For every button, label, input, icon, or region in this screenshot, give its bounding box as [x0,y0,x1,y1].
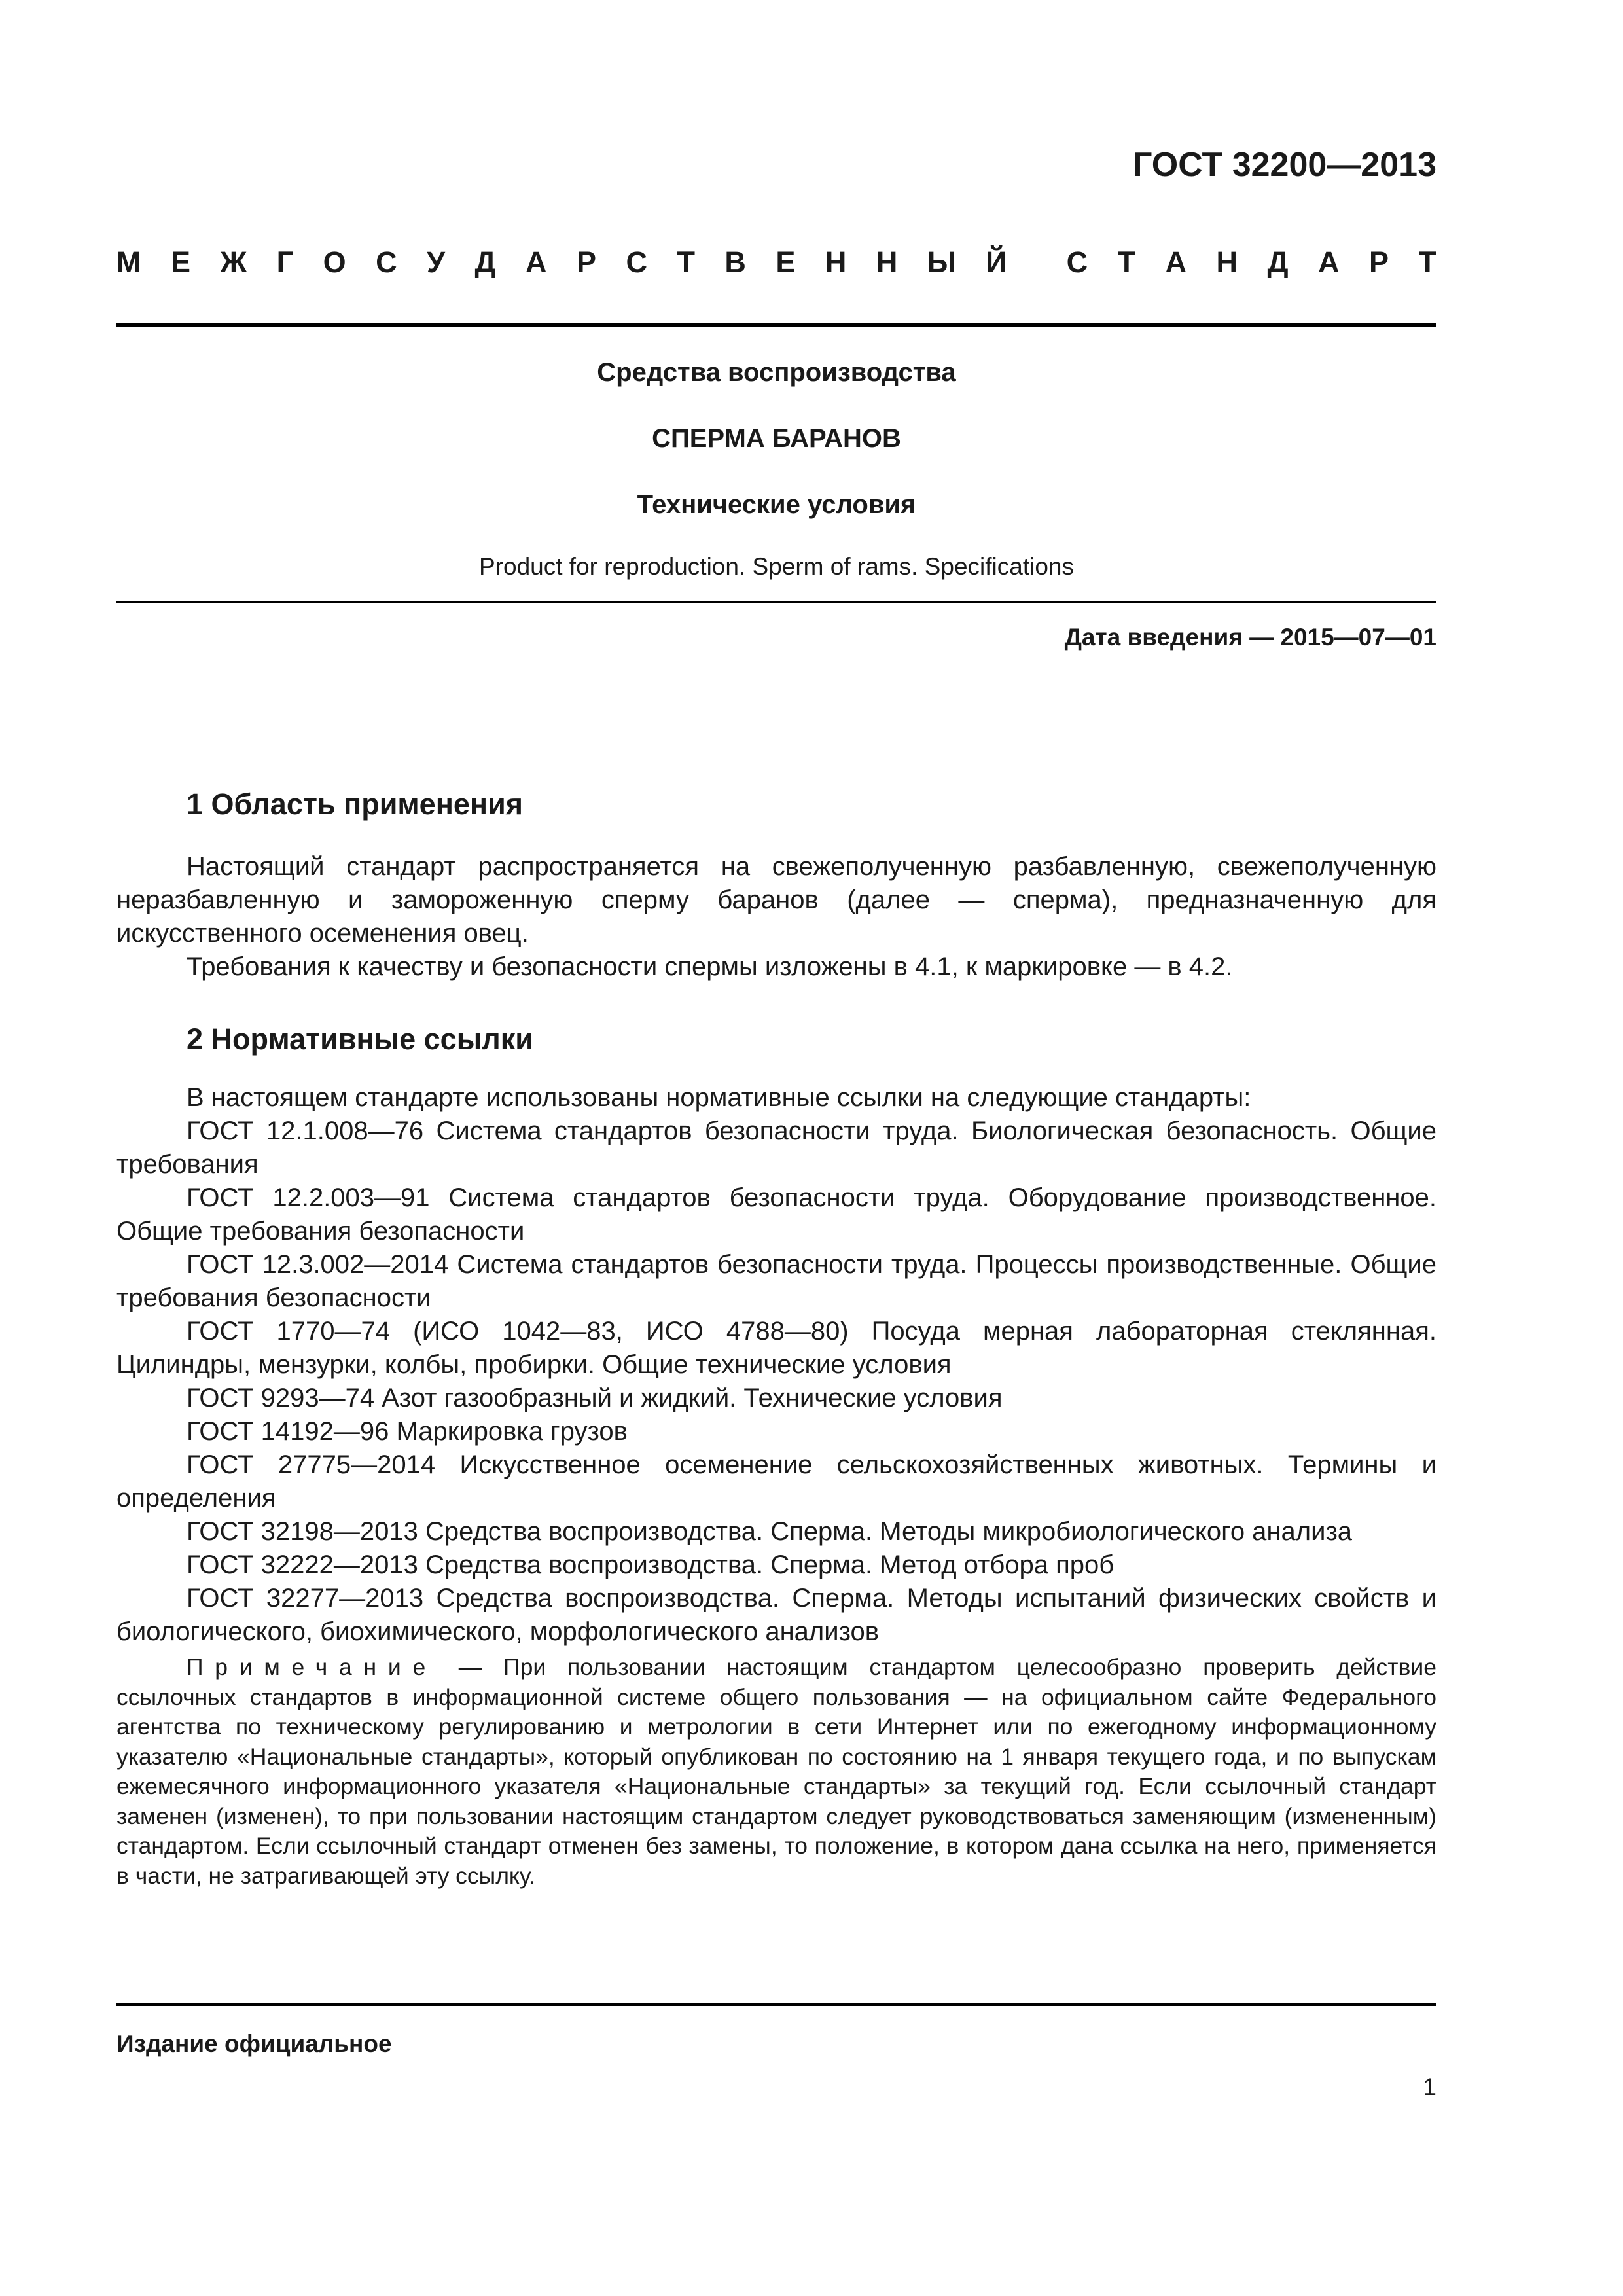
category-letter: Е [170,245,190,279]
category-letter: А [526,245,547,279]
edition-label: Издание официальное [116,2030,392,2057]
reference-item: ГОСТ 32198—2013 Средства воспроизводства. Сперма. Методы микробиологического анализа [187,1517,1353,1546]
note-text: — При пользовании настоящим стандартом целесообразно проверить действие ссылочных стандартов в информационной системе общего пользования — на официальном сайте Федерального агентства по техническому регулированию и метрологии в сети Интернет или по ежегодному информационному указателю «Национальные стандарты», который опубликован по состоянию на 1 января текущего года, и по выпускам ежемесячного информационного указателя «Национальные стандарты» за текущий год. Если ссылочный стандарт заменен (изменен), то при пользовании настоящим стандартом следует руководствоваться заменяющим (измененным) стандартом. Если ссылочный стандарт отменен без замены, то положение, в котором дана ссылка на него, применяется в части, не затрагивающей эту ссылку. [116,1654,1436,1889]
section-2-body [116,1081,1436,1649]
reference-item: ГОСТ 12.1.008—76 Система стандартов безопасности труда. Биологическая безопасность. Общие требования [116,1117,1436,1179]
page-number: 1 [1423,2073,1436,2100]
category-letter: Ж [220,245,247,279]
section-1-body [116,850,1436,984]
category-letter: С [376,245,397,279]
category-letter: М [116,245,141,279]
reference-item: ГОСТ 27775—2014 Искусственное осеменение сельскохозяйственных животных. Термины и определения [116,1450,1436,1513]
category-letter: Н [825,245,847,279]
section-1-paragraph: Настоящий стандарт распространяется на свежеполученную разбавленную, свежеполученную неразбавленную и замороженную сперму баранов (далее — сперма), предназначенную для искусственного осеменения овец. [116,852,1436,948]
category-letter: А [1165,245,1187,279]
section-2-heading: 2 Нормативные ссылки [187,1022,533,1056]
reference-item: ГОСТ 1770—74 (ИСО 1042—83, ИСО 4788—80) Посуда мерная лабораторная стеклянная. Цилиндры, мензурки, колбы, пробирки. Общие технические условия [116,1317,1436,1379]
category-letter: Р [577,245,597,279]
introduction-date: Дата введения — 2015—07—01 [1064,624,1436,651]
reference-item: ГОСТ 12.2.003—91 Система стандартов безопасности труда. Оборудование производственное. Общие требования безопасности [116,1183,1436,1246]
category-letter: С [1066,245,1088,279]
note [116,1653,1436,1891]
category-letter: Т [1117,245,1136,279]
reference-item: ГОСТ 14192—96 Маркировка грузов [187,1417,628,1446]
reference-item: ГОСТ 12.3.002—2014 Система стандартов безопасности труда. Процессы производственные. Общие требования безопасности [116,1250,1436,1312]
category-letter: Г [276,245,294,279]
category-letter: О [323,245,346,279]
references-intro: В настоящем стандарте использованы нормативные ссылки на следующие стандарты: [187,1083,1251,1112]
note-label: Примечание [187,1654,437,1680]
category-letter: Н [1216,245,1238,279]
category-letter: У [427,245,446,279]
title-rule [116,601,1436,603]
footer-rule [116,2003,1436,2006]
title-english: Product for reproduction. Sperm of rams. Specifications [479,553,1074,580]
category-letter: Т [1418,245,1436,279]
category-letter: Д [474,245,496,279]
category-letter: Ы [927,245,956,279]
category-letter: Н [876,245,898,279]
reference-item: ГОСТ 32222—2013 Средства воспроизводства. Сперма. Метод отбора проб [187,1551,1115,1579]
category-letter: В [724,245,746,279]
category-letter: Е [776,245,796,279]
reference-item: ГОСТ 9293—74 Азот газообразный и жидкий. Технические условия [187,1384,1003,1412]
category-letter: Й [986,245,1007,279]
title-sub: Технические условия [637,490,916,519]
standard-category [116,245,1436,279]
category-letter: А [1318,245,1340,279]
section-1-paragraph: Требования к качеству и безопасности спермы изложены в 4.1, к маркировке — в 4.2. [187,952,1233,981]
category-letter: С [626,245,647,279]
category-letter: Т [677,245,695,279]
title-group: Средства воспроизводства [597,358,956,387]
section-1-heading: 1 Область применения [187,787,524,821]
category-letter: Д [1267,245,1289,279]
reference-item: ГОСТ 32277—2013 Средства воспроизводства. Сперма. Методы испытаний физических свойств и биологического, биохимического, морфологического анализов [116,1584,1436,1646]
title-main: СПЕРМА БАРАНОВ [652,424,901,453]
category-letter: Р [1369,245,1389,279]
header-rule [116,323,1436,327]
document-number: ГОСТ 32200—2013 [1133,146,1436,184]
